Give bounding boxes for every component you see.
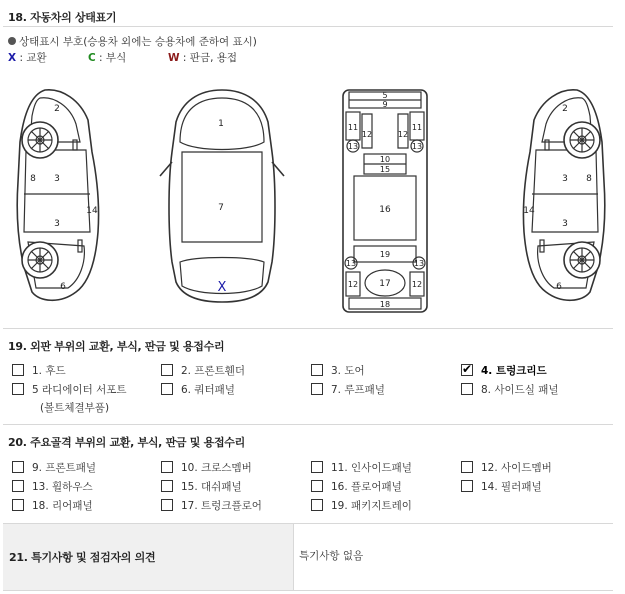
svg-text:13: 13: [345, 259, 357, 268]
section-21-title: 21. 특기사항 및 점검자의 의견: [9, 551, 156, 564]
bolt-part-note: (볼트체결부품): [40, 402, 110, 414]
checkbox[interactable]: [311, 383, 323, 395]
svg-text:18: 18: [379, 300, 391, 309]
part-label-3: 3: [54, 174, 60, 184]
part-label-6: 6: [60, 282, 66, 292]
section-20-title: 20. 주요골격 부위의 교환, 부식, 판금 및 용접수리: [8, 436, 245, 449]
checkbox[interactable]: [461, 383, 473, 395]
svg-text:19: 19: [379, 250, 391, 259]
underside-view: [343, 90, 427, 312]
legend-item-corrosion: C : 부식: [88, 52, 127, 64]
svg-text:11: 11: [347, 123, 359, 132]
part-label-1: 1: [218, 119, 224, 129]
left-side-view: [17, 90, 98, 300]
checkbox[interactable]: [12, 461, 24, 473]
legend-item-welding: W : 판금, 용접: [168, 52, 238, 64]
checkbox[interactable]: [161, 461, 173, 473]
checkbox[interactable]: [12, 364, 24, 376]
checkbox[interactable]: [311, 364, 323, 376]
svg-text:5: 5: [382, 91, 388, 100]
checkbox[interactable]: [12, 499, 24, 511]
checkbox[interactable]: [161, 499, 173, 511]
svg-text:9: 9: [382, 100, 388, 109]
part-label-14: 14: [86, 206, 98, 216]
divider: [293, 524, 294, 590]
svg-text:12: 12: [347, 280, 359, 289]
part-label-8: 8: [30, 174, 36, 184]
section-18-title: 18. 자동차의 상태표기: [8, 11, 117, 24]
divider: [3, 328, 613, 329]
part-label-3: 3: [54, 219, 60, 229]
checkbox[interactable]: [161, 480, 173, 492]
svg-text:13: 13: [347, 142, 359, 151]
legend-item-exchange: X : 교환: [8, 52, 47, 64]
svg-text:13: 13: [413, 259, 425, 268]
svg-text:12: 12: [361, 130, 373, 139]
svg-text:10: 10: [379, 155, 391, 164]
svg-text:11: 11: [411, 123, 423, 132]
svg-text:3: 3: [562, 174, 568, 184]
checkbox[interactable]: [12, 480, 24, 492]
divider: [3, 590, 613, 591]
svg-text:8: 8: [586, 174, 592, 184]
checkbox-checked[interactable]: [461, 364, 473, 376]
legend-description: [8, 34, 257, 49]
svg-text:3: 3: [562, 219, 568, 229]
svg-text:12: 12: [397, 130, 409, 139]
checkbox[interactable]: [461, 480, 473, 492]
part-label-2: 2: [54, 104, 60, 114]
svg-text:12: 12: [411, 280, 423, 289]
divider: [3, 26, 613, 27]
svg-text:6: 6: [556, 282, 562, 292]
svg-text:2: 2: [562, 104, 568, 114]
top-view: [160, 90, 284, 302]
checkbox[interactable]: [311, 480, 323, 492]
exchange-marker: X: [217, 280, 227, 295]
checkbox[interactable]: [12, 383, 24, 395]
legend-description-text: 상태표시 부호(승용차 외에는 승용차에 준하여 표시): [19, 36, 257, 48]
checkbox[interactable]: [161, 364, 173, 376]
svg-text:14: 14: [523, 206, 535, 216]
svg-text:17: 17: [379, 279, 391, 289]
section-19-title: 19. 외판 부위의 교환, 부식, 판금 및 용접수리: [8, 340, 225, 353]
checkbox[interactable]: [461, 461, 473, 473]
svg-text:13: 13: [411, 142, 423, 151]
divider: [3, 424, 613, 425]
svg-text:16: 16: [379, 205, 391, 215]
bullet-icon: [8, 37, 16, 45]
checkbox[interactable]: [161, 383, 173, 395]
checkbox[interactable]: [311, 461, 323, 473]
part-label-7: 7: [218, 203, 224, 213]
checkbox[interactable]: [311, 499, 323, 511]
svg-text:15: 15: [379, 165, 391, 174]
inspector-opinion-value: 특기사항 없음: [299, 550, 364, 562]
right-side-view: [523, 90, 604, 300]
car-condition-diagram: [0, 82, 625, 322]
